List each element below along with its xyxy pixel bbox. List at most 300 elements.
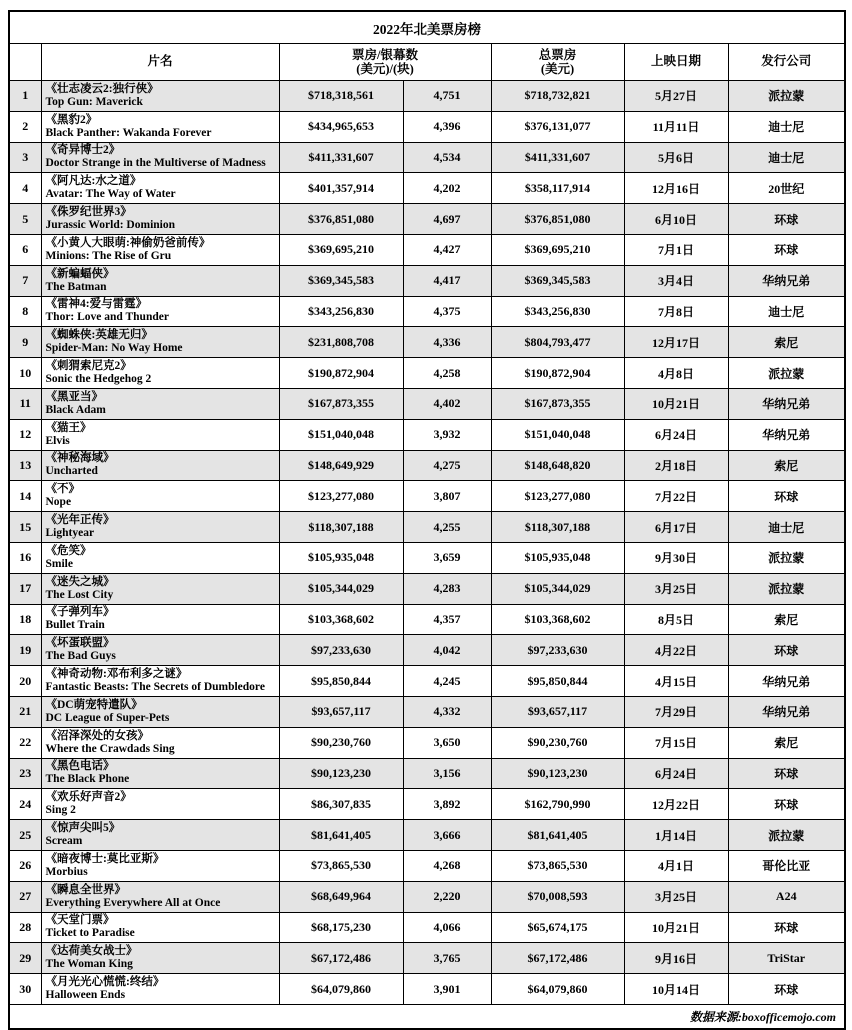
release-date-cell: 6月24日 (624, 758, 728, 789)
rank-cell: 22 (9, 727, 41, 758)
screens-cell: 4,268 (403, 850, 491, 881)
table-row (9, 912, 845, 943)
rank-cell: 13 (9, 450, 41, 481)
film-title-en: Ticket to Paradise (45, 927, 135, 940)
release-date-cell: 7月1日 (624, 234, 728, 265)
screens-cell: 4,396 (403, 111, 491, 142)
release-date-cell: 9月30日 (624, 542, 728, 573)
rank-cell: 21 (9, 696, 41, 727)
film-title-cn: 《奇异博士2》 (45, 144, 121, 157)
release-date-cell: 9月16日 (624, 943, 728, 974)
film-title-cn: 《黑亚当》 (45, 390, 103, 403)
total-gross-cell: $167,873,355 (491, 388, 624, 419)
total-gross-cell: $70,008,593 (491, 881, 624, 912)
total-gross-cell: $162,790,990 (491, 789, 624, 820)
screens-cell: 4,245 (403, 666, 491, 697)
film-title-cell (41, 419, 279, 450)
film-title-cell (41, 727, 279, 758)
rank-cell: 24 (9, 789, 41, 820)
rank-cell: 17 (9, 573, 41, 604)
release-date-cell: 6月10日 (624, 204, 728, 235)
table-body (9, 81, 845, 1005)
release-date-cell: 3月25日 (624, 881, 728, 912)
film-title-cell (41, 604, 279, 635)
table-row (9, 850, 845, 881)
release-date-cell: 2月18日 (624, 450, 728, 481)
distributor-cell: 华纳兄弟 (728, 666, 845, 697)
release-date-cell: 12月16日 (624, 173, 728, 204)
distributor-cell: 迪士尼 (728, 296, 845, 327)
gross-cell: $97,233,630 (279, 635, 403, 666)
gross-cell: $369,695,210 (279, 234, 403, 265)
rank-cell: 11 (9, 388, 41, 419)
film-title-cell (41, 881, 279, 912)
gross-cell: $343,256,830 (279, 296, 403, 327)
total-gross-cell: $95,850,844 (491, 666, 624, 697)
gross-cell: $103,368,602 (279, 604, 403, 635)
rank-cell: 8 (9, 296, 41, 327)
total-gross-cell: $369,695,210 (491, 234, 624, 265)
header-film: 片名 (41, 44, 279, 81)
total-gross-cell: $358,117,914 (491, 173, 624, 204)
film-title-cn: 《瞬息全世界》 (45, 883, 126, 896)
film-title-en: Doctor Strange in the Multiverse of Madness (45, 157, 266, 170)
header-total-gross (491, 44, 624, 81)
gross-cell: $167,873,355 (279, 388, 403, 419)
data-source-note: 数据来源:boxofficemojo.com (9, 1004, 845, 1029)
film-title-cn: 《神奇动物:邓布利多之谜》 (45, 668, 188, 681)
film-title-cn: 《侏罗纪世界3》 (45, 206, 132, 219)
total-gross-cell: $93,657,117 (491, 696, 624, 727)
release-date-cell: 4月1日 (624, 850, 728, 881)
header-distributor: 发行公司 (728, 44, 845, 81)
total-gross-cell: $105,344,029 (491, 573, 624, 604)
rank-cell: 12 (9, 419, 41, 450)
film-title-en: Minions: The Rise of Gru (45, 249, 172, 262)
rank-cell: 9 (9, 327, 41, 358)
rank-cell: 2 (9, 111, 41, 142)
distributor-cell: TriStar (728, 943, 845, 974)
screens-cell: 4,697 (403, 204, 491, 235)
rank-cell: 28 (9, 912, 41, 943)
rank-cell: 30 (9, 974, 41, 1005)
total-gross-cell: $369,345,583 (491, 265, 624, 296)
film-title-en: Lightyear (45, 527, 95, 540)
release-date-cell: 12月22日 (624, 789, 728, 820)
distributor-cell: 迪士尼 (728, 512, 845, 543)
total-gross-cell: $118,307,188 (491, 512, 624, 543)
screens-cell: 4,042 (403, 635, 491, 666)
gross-cell: $105,935,048 (279, 542, 403, 573)
total-gross-cell: $151,040,048 (491, 419, 624, 450)
gross-cell: $93,657,117 (279, 696, 403, 727)
gross-cell: $369,345,583 (279, 265, 403, 296)
film-title-cell (41, 758, 279, 789)
total-gross-cell: $65,674,175 (491, 912, 624, 943)
distributor-cell: 索尼 (728, 604, 845, 635)
table-row (9, 234, 845, 265)
total-gross-cell: $376,851,080 (491, 204, 624, 235)
film-title-cn: 《不》 (45, 483, 80, 496)
film-title-en: Jurassic World: Dominion (45, 219, 175, 232)
screens-cell: 4,275 (403, 450, 491, 481)
screens-cell: 4,417 (403, 265, 491, 296)
table-row (9, 943, 845, 974)
table-row (9, 296, 845, 327)
film-title-cn: 《猫王》 (45, 421, 92, 434)
screens-cell: 4,336 (403, 327, 491, 358)
rank-cell: 3 (9, 142, 41, 173)
screens-cell: 4,066 (403, 912, 491, 943)
rank-cell: 25 (9, 820, 41, 851)
table-row (9, 604, 845, 635)
table-row (9, 204, 845, 235)
release-date-cell: 6月24日 (624, 419, 728, 450)
gross-cell: $68,649,964 (279, 881, 403, 912)
distributor-cell: 索尼 (728, 727, 845, 758)
table-row (9, 173, 845, 204)
gross-cell: $73,865,530 (279, 850, 403, 881)
film-title-en: The Woman King (45, 958, 133, 971)
table-title-row (9, 11, 845, 44)
film-title-cell (41, 696, 279, 727)
rank-cell: 29 (9, 943, 41, 974)
total-gross-cell: $67,172,486 (491, 943, 624, 974)
total-gross-cell: $90,230,760 (491, 727, 624, 758)
distributor-cell: 环球 (728, 481, 845, 512)
film-title-cn: 《壮志凌云2:独行侠》 (45, 82, 159, 95)
rank-cell: 6 (9, 234, 41, 265)
screens-cell: 4,283 (403, 573, 491, 604)
table-row (9, 111, 845, 142)
distributor-cell: 华纳兄弟 (728, 419, 845, 450)
rank-cell: 20 (9, 666, 41, 697)
total-gross-cell: $411,331,607 (491, 142, 624, 173)
rank-cell: 26 (9, 850, 41, 881)
release-date-cell: 8月5日 (624, 604, 728, 635)
screens-cell: 4,534 (403, 142, 491, 173)
table-row (9, 789, 845, 820)
film-title-en: Spider-Man: No Way Home (45, 342, 183, 355)
rank-cell: 14 (9, 481, 41, 512)
film-title-en: The Black Phone (45, 773, 130, 786)
film-title-cell (41, 234, 279, 265)
total-gross-cell: $81,641,405 (491, 820, 624, 851)
total-gross-cell: $718,732,821 (491, 81, 624, 112)
film-title-en: Morbius (45, 865, 88, 878)
table-row (9, 820, 845, 851)
table-row (9, 727, 845, 758)
table-row (9, 265, 845, 296)
gross-cell: $376,851,080 (279, 204, 403, 235)
table-header-row (9, 44, 845, 81)
release-date-cell: 7月15日 (624, 727, 728, 758)
distributor-cell: 环球 (728, 912, 845, 943)
table-row (9, 142, 845, 173)
film-title-en: DC League of Super-Pets (45, 711, 170, 724)
gross-cell: $151,040,048 (279, 419, 403, 450)
rank-cell: 10 (9, 358, 41, 389)
distributor-cell: 环球 (728, 234, 845, 265)
distributor-cell: 环球 (728, 974, 845, 1005)
table-row (9, 666, 845, 697)
film-title-cell (41, 573, 279, 604)
distributor-cell: 环球 (728, 758, 845, 789)
rank-cell: 15 (9, 512, 41, 543)
film-title-cell (41, 666, 279, 697)
gross-cell: $105,344,029 (279, 573, 403, 604)
total-gross-cell: $103,368,602 (491, 604, 624, 635)
screens-cell: 4,258 (403, 358, 491, 389)
screens-cell: 4,375 (403, 296, 491, 327)
film-title-cn: 《子弹列车》 (45, 606, 115, 619)
screens-cell: 4,427 (403, 234, 491, 265)
gross-cell: $411,331,607 (279, 142, 403, 173)
rank-cell: 4 (9, 173, 41, 204)
distributor-cell: 华纳兄弟 (728, 265, 845, 296)
film-title-cn: 《黑豹2》 (45, 113, 98, 126)
film-title-cn: 《神秘海域》 (45, 452, 115, 465)
gross-cell: $190,872,904 (279, 358, 403, 389)
film-title-cn: 《惊声尖叫5》 (45, 822, 121, 835)
total-gross-cell: $376,131,077 (491, 111, 624, 142)
total-gross-cell: $190,872,904 (491, 358, 624, 389)
film-title-en: Scream (45, 835, 83, 848)
film-title-cn: 《小黄人大眼萌:神偷奶爸前传》 (45, 236, 211, 249)
total-gross-cell: $97,233,630 (491, 635, 624, 666)
screens-cell: 4,357 (403, 604, 491, 635)
distributor-cell: 索尼 (728, 450, 845, 481)
screens-cell: 3,650 (403, 727, 491, 758)
screens-cell: 3,666 (403, 820, 491, 851)
release-date-cell: 10月21日 (624, 912, 728, 943)
distributor-cell: 华纳兄弟 (728, 388, 845, 419)
header-total-line2: (美元) (540, 62, 575, 76)
film-title-cn: 《危笑》 (45, 544, 92, 557)
distributor-cell: 迪士尼 (728, 111, 845, 142)
gross-cell: $67,172,486 (279, 943, 403, 974)
film-title-cn: 《迷失之城》 (45, 575, 115, 588)
table-row (9, 81, 845, 112)
release-date-cell: 7月22日 (624, 481, 728, 512)
release-date-cell: 4月15日 (624, 666, 728, 697)
film-title-cell (41, 296, 279, 327)
film-title-cell (41, 204, 279, 235)
header-total-line1: 总票房 (538, 48, 577, 62)
film-title-en: Avatar: The Way of Water (45, 188, 176, 201)
total-gross-cell: $105,935,048 (491, 542, 624, 573)
table-row (9, 327, 845, 358)
distributor-cell: 派拉蒙 (728, 81, 845, 112)
gross-cell: $231,808,708 (279, 327, 403, 358)
distributor-cell: A24 (728, 881, 845, 912)
film-title-en: Halloween Ends (45, 989, 126, 1001)
box-office-sheet (8, 10, 844, 1030)
distributor-cell: 派拉蒙 (728, 573, 845, 604)
release-date-cell: 11月11日 (624, 111, 728, 142)
header-rank (9, 44, 41, 81)
film-title-en: Elvis (45, 434, 70, 447)
total-gross-cell: $123,277,080 (491, 481, 624, 512)
header-gross-line1: 票房/银幕数 (352, 48, 418, 62)
film-title-en: The Bad Guys (45, 650, 116, 663)
page-title: 2022年北美票房榜 (9, 11, 845, 44)
screens-cell: 4,202 (403, 173, 491, 204)
rank-cell: 1 (9, 81, 41, 112)
distributor-cell: 环球 (728, 635, 845, 666)
gross-cell: $123,277,080 (279, 481, 403, 512)
film-title-en: The Batman (45, 280, 107, 293)
film-title-cell (41, 512, 279, 543)
rank-cell: 18 (9, 604, 41, 635)
header-gross-screens (279, 44, 491, 81)
distributor-cell: 华纳兄弟 (728, 696, 845, 727)
film-title-cn: 《雷神4:爱与雷霆》 (45, 298, 148, 311)
film-title-cell (41, 81, 279, 112)
table-row (9, 358, 845, 389)
distributor-cell: 派拉蒙 (728, 542, 845, 573)
total-gross-cell: $804,793,477 (491, 327, 624, 358)
total-gross-cell: $343,256,830 (491, 296, 624, 327)
film-title-cell (41, 943, 279, 974)
distributor-cell: 20世纪 (728, 173, 845, 204)
gross-cell: $148,649,929 (279, 450, 403, 481)
screens-cell: 3,765 (403, 943, 491, 974)
release-date-cell: 5月6日 (624, 142, 728, 173)
header-release-date: 上映日期 (624, 44, 728, 81)
gross-cell: $118,307,188 (279, 512, 403, 543)
table-row (9, 512, 845, 543)
film-title-en: Fantastic Beasts: The Secrets of Dumbledore (45, 681, 265, 694)
film-title-cell (41, 142, 279, 173)
table-footer-row (9, 1004, 845, 1029)
header-gross-line2: (美元)/(块) (356, 62, 414, 76)
table-row (9, 388, 845, 419)
film-title-en: Uncharted (45, 465, 98, 478)
film-title-cell (41, 173, 279, 204)
total-gross-cell: $148,648,820 (491, 450, 624, 481)
film-title-cell (41, 111, 279, 142)
release-date-cell: 3月4日 (624, 265, 728, 296)
distributor-cell: 索尼 (728, 327, 845, 358)
film-title-cn: 《暗夜博士:莫比亚斯》 (45, 852, 165, 865)
film-title-cn: 《蜘蛛侠:英雄无归》 (45, 329, 153, 342)
gross-cell: $81,641,405 (279, 820, 403, 851)
release-date-cell: 1月14日 (624, 820, 728, 851)
film-title-cn: 《黑色电话》 (45, 760, 115, 773)
table-row (9, 481, 845, 512)
film-title-en: Black Adam (45, 403, 106, 416)
table-row (9, 573, 845, 604)
screens-cell: 3,932 (403, 419, 491, 450)
film-title-cell (41, 850, 279, 881)
film-title-cn: 《DC萌宠特遣队》 (45, 698, 143, 711)
screens-cell: 3,659 (403, 542, 491, 573)
distributor-cell: 派拉蒙 (728, 358, 845, 389)
gross-cell: $86,307,835 (279, 789, 403, 820)
screens-cell: 4,751 (403, 81, 491, 112)
table-row (9, 542, 845, 573)
gross-cell: $434,965,653 (279, 111, 403, 142)
film-title-en: The Lost City (45, 588, 114, 601)
rank-cell: 16 (9, 542, 41, 573)
film-title-cn: 《沼泽深处的女孩》 (45, 729, 149, 742)
table-row (9, 450, 845, 481)
film-title-cell (41, 388, 279, 419)
film-title-en: Bullet Train (45, 619, 105, 632)
film-title-cn: 《欢乐好声音2》 (45, 791, 132, 804)
gross-cell: $718,318,561 (279, 81, 403, 112)
film-title-cn: 《达荷美女战士》 (45, 945, 138, 958)
screens-cell: 4,255 (403, 512, 491, 543)
film-title-cell (41, 327, 279, 358)
screens-cell: 3,892 (403, 789, 491, 820)
table-row (9, 881, 845, 912)
rank-cell: 7 (9, 265, 41, 296)
film-title-cn: 《坏蛋联盟》 (45, 637, 115, 650)
film-title-en: Sing 2 (45, 804, 76, 817)
release-date-cell: 5月27日 (624, 81, 728, 112)
film-title-cell (41, 265, 279, 296)
total-gross-cell: $64,079,860 (491, 974, 624, 1005)
release-date-cell: 7月29日 (624, 696, 728, 727)
screens-cell: 2,220 (403, 881, 491, 912)
film-title-cn: 《光年正传》 (45, 514, 115, 527)
film-title-cn: 《月光光心慌慌:终结》 (45, 976, 165, 988)
distributor-cell: 派拉蒙 (728, 820, 845, 851)
gross-cell: $68,175,230 (279, 912, 403, 943)
film-title-cell (41, 358, 279, 389)
gross-cell: $90,230,760 (279, 727, 403, 758)
film-title-cn: 《天堂门票》 (45, 914, 115, 927)
screens-cell: 3,901 (403, 974, 491, 1005)
gross-cell: $64,079,860 (279, 974, 403, 1005)
box-office-table (8, 10, 846, 1030)
rank-cell: 5 (9, 204, 41, 235)
table-row (9, 974, 845, 1005)
release-date-cell: 4月22日 (624, 635, 728, 666)
table-row (9, 419, 845, 450)
distributor-cell: 环球 (728, 204, 845, 235)
screens-cell: 3,807 (403, 481, 491, 512)
release-date-cell: 7月8日 (624, 296, 728, 327)
release-date-cell: 10月14日 (624, 974, 728, 1005)
release-date-cell: 3月25日 (624, 573, 728, 604)
film-title-en: Everything Everywhere All at Once (45, 896, 221, 909)
screens-cell: 3,156 (403, 758, 491, 789)
table-row (9, 758, 845, 789)
film-title-cell (41, 450, 279, 481)
screens-cell: 4,402 (403, 388, 491, 419)
rank-cell: 19 (9, 635, 41, 666)
film-title-en: Smile (45, 557, 73, 570)
release-date-cell: 12月17日 (624, 327, 728, 358)
film-title-cell (41, 789, 279, 820)
distributor-cell: 迪士尼 (728, 142, 845, 173)
gross-cell: $95,850,844 (279, 666, 403, 697)
film-title-cell (41, 542, 279, 573)
film-title-cn: 《刺猬索尼克2》 (45, 360, 132, 373)
table-row (9, 635, 845, 666)
screens-cell: 4,332 (403, 696, 491, 727)
film-title-en: Black Panther: Wakanda Forever (45, 126, 212, 139)
film-title-cell (41, 635, 279, 666)
rank-cell: 27 (9, 881, 41, 912)
film-title-cell (41, 481, 279, 512)
release-date-cell: 6月17日 (624, 512, 728, 543)
film-title-cell (41, 974, 279, 1005)
distributor-cell: 环球 (728, 789, 845, 820)
